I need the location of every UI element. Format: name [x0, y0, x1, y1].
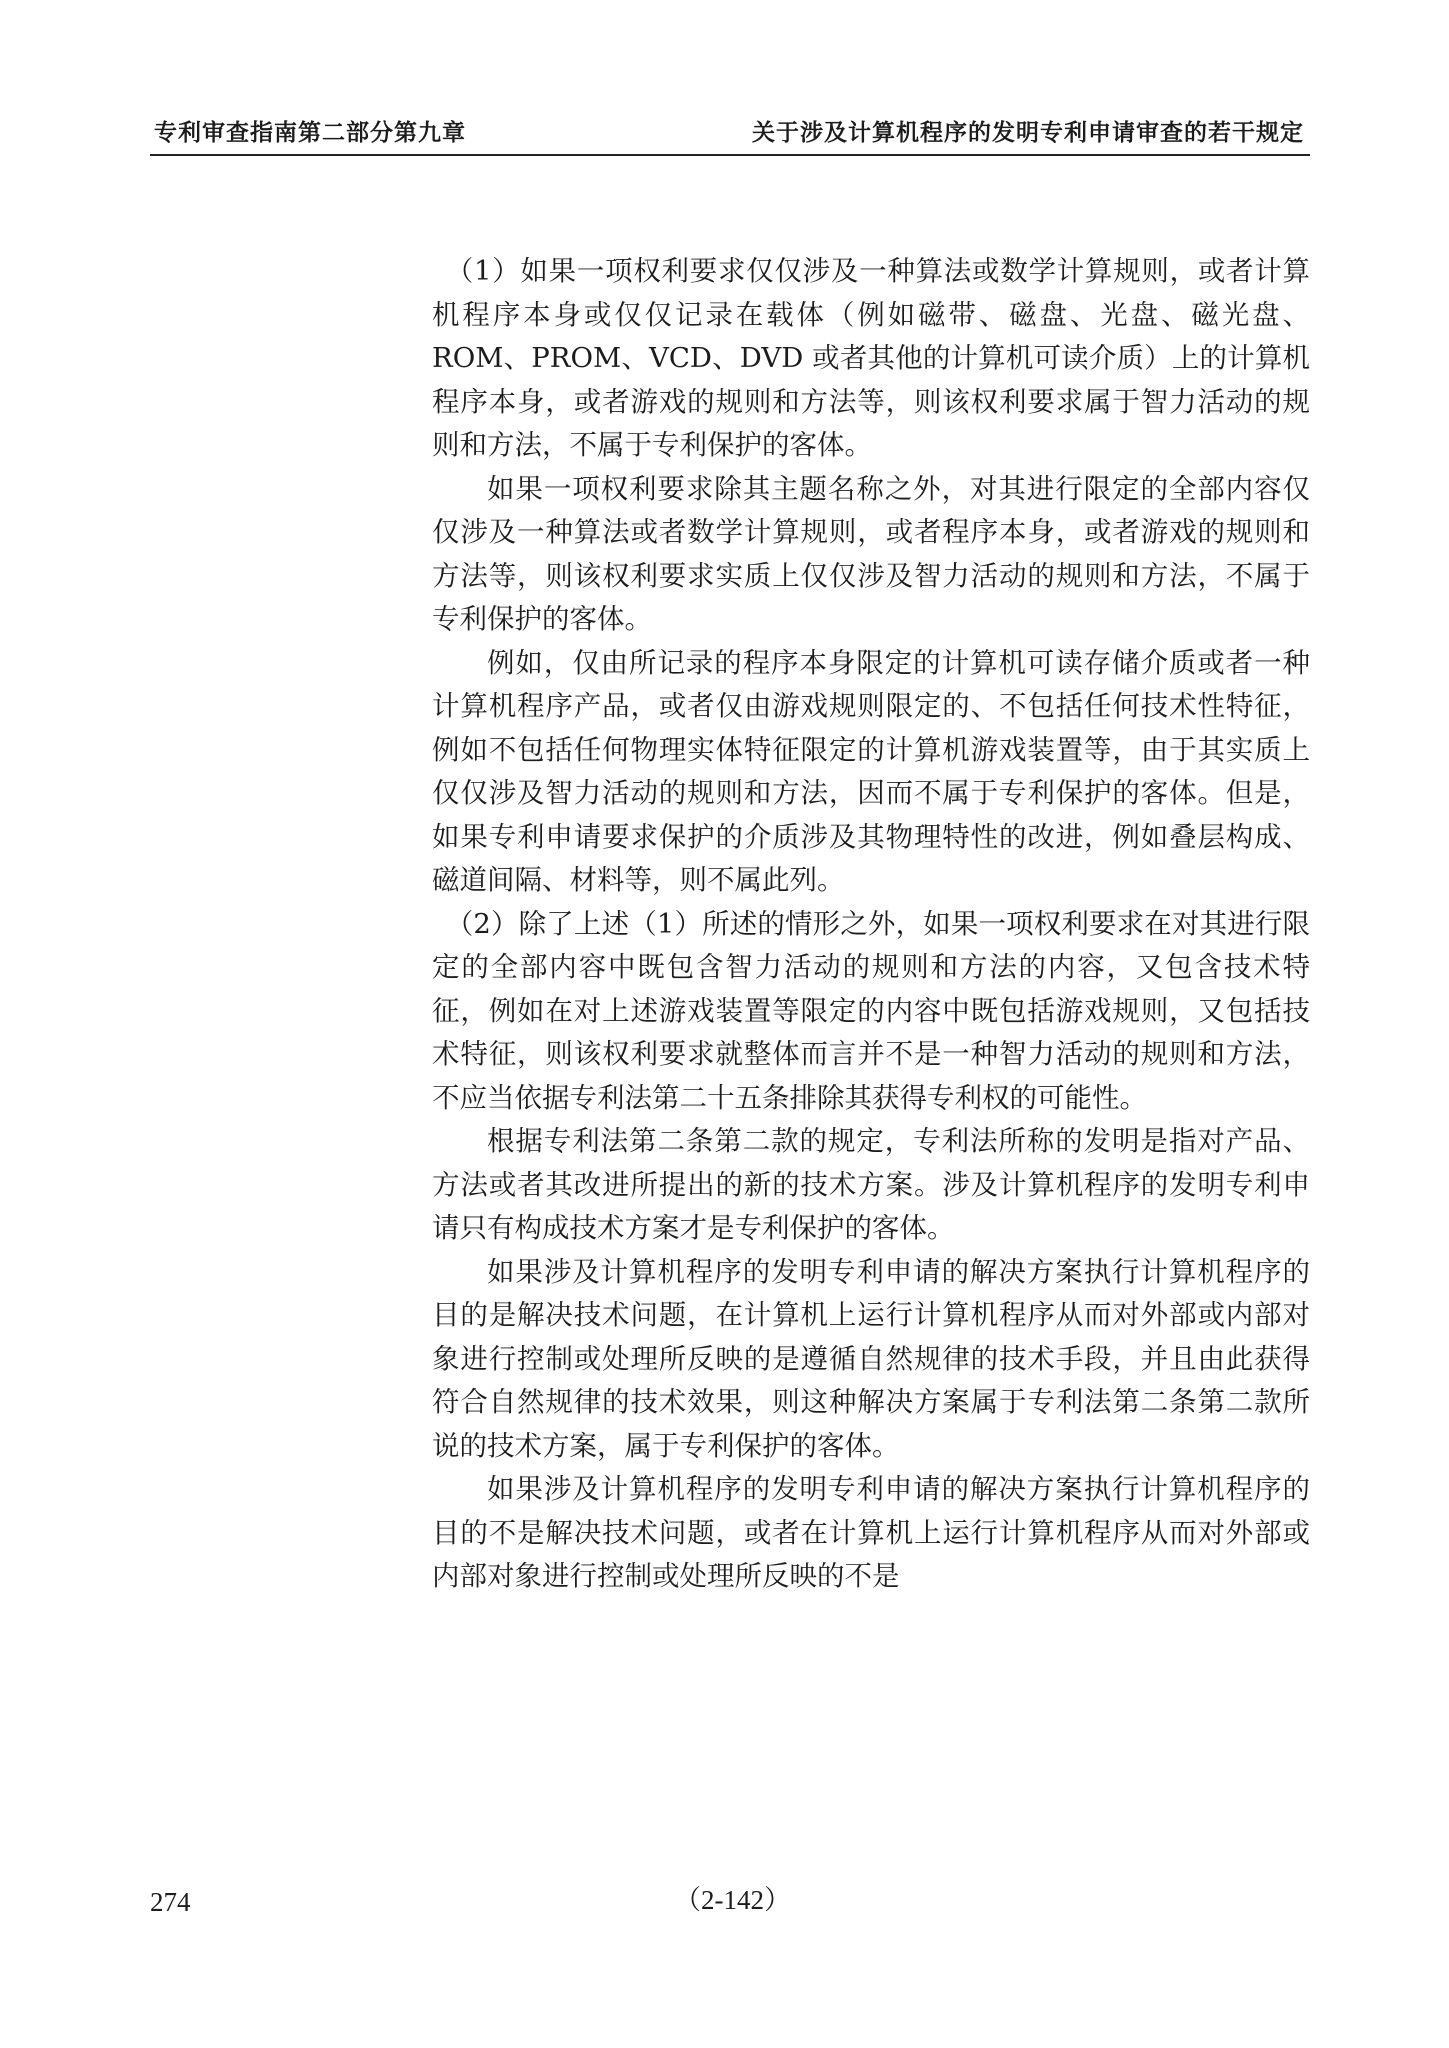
header-section-title: 关于涉及计算机程序的发明专利申请审查的若干规定 [752, 120, 1304, 146]
section-page-number: （2-142） [674, 1885, 791, 1915]
paragraph: 例如，仅由所记录的程序本身限定的计算机可读存储介质或者一种计算机程序产品，或者仅由游戏规则限定的、不包括任何技术性特征，例如不包括任何物理实体特征限定的计算机游戏装置等，由于其实质上仅仅涉及智力活动的规则和方法，因而不属于专利保护的客体。但是，如果专利申请要求保护的介质涉及其物理特性的改进，例如叠层构成、磁道间隔、材料等，则不属此列。 [432, 646, 1310, 896]
paragraph: 如果一项权利要求除其主题名称之外，对其进行限定的全部内容仅仅涉及一种算法或者数学计算规则，或者程序本身，或者游戏的规则和方法等，则该权利要求实质上仅仅涉及智力活动的规则和方法，不属于专利保护的客体。 [432, 472, 1310, 635]
page-number: 274 [150, 1887, 191, 1917]
body-text [432, 250, 1310, 1800]
header-chapter-title: 专利审查指南第二部分第九章 [154, 120, 466, 146]
paragraph: 如果涉及计算机程序的发明专利申请的解决方案执行计算机程序的目的是解决技术问题，在计算机上运行计算机程序从而对外部或内部对象进行控制或处理所反映的是遵循自然规律的技术手段，并且由此获得符合自然规律的技术效果，则这种解决方案属于专利法第二条第二款所说的技术方案，属于专利保护的客体。 [432, 1255, 1310, 1462]
paragraph: 如果涉及计算机程序的发明专利申请的解决方案执行计算机程序的目的不是解决技术问题，或者在计算机上运行计算机程序从而对外部或内部对象进行控制或处理所反映的不是 [432, 1473, 1310, 1592]
paragraph-item-2: （2）除了上述（1）所述的情形之外，如果一项权利要求在对其进行限定的全部内容中既包含智力活动的规则和方法的内容，又包含技术特征，例如在对上述游戏装置等限定的内容中既包括游戏规则，又包括技术特征，则该权利要求就整体而言并不是一种智力活动的规则和方法，不应当依据专利法第二十五条排除其获得专利权的可能性。 [432, 907, 1310, 1114]
running-header [150, 118, 1310, 156]
paragraph-item-1: （1）如果一项权利要求仅仅涉及一种算法或数学计算规则，或者计算机程序本身或仅仅记录在载体（例如磁带、磁盘、光盘、磁光盘、ROM、PROM、VCD、DVD 或者其他的计算机可读介质）上的计算机程序本身，或者游戏的规则和方法等，则该权利要求属于智力活动的规则和方法，不属于专利保护的客体。 [432, 255, 1310, 461]
paragraph: 根据专利法第二条第二款的规定，专利法所称的发明是指对产品、方法或者其改进所提出的新的技术方案。涉及计算机程序的发明专利申请只有构成技术方案才是专利保护的客体。 [432, 1125, 1310, 1244]
